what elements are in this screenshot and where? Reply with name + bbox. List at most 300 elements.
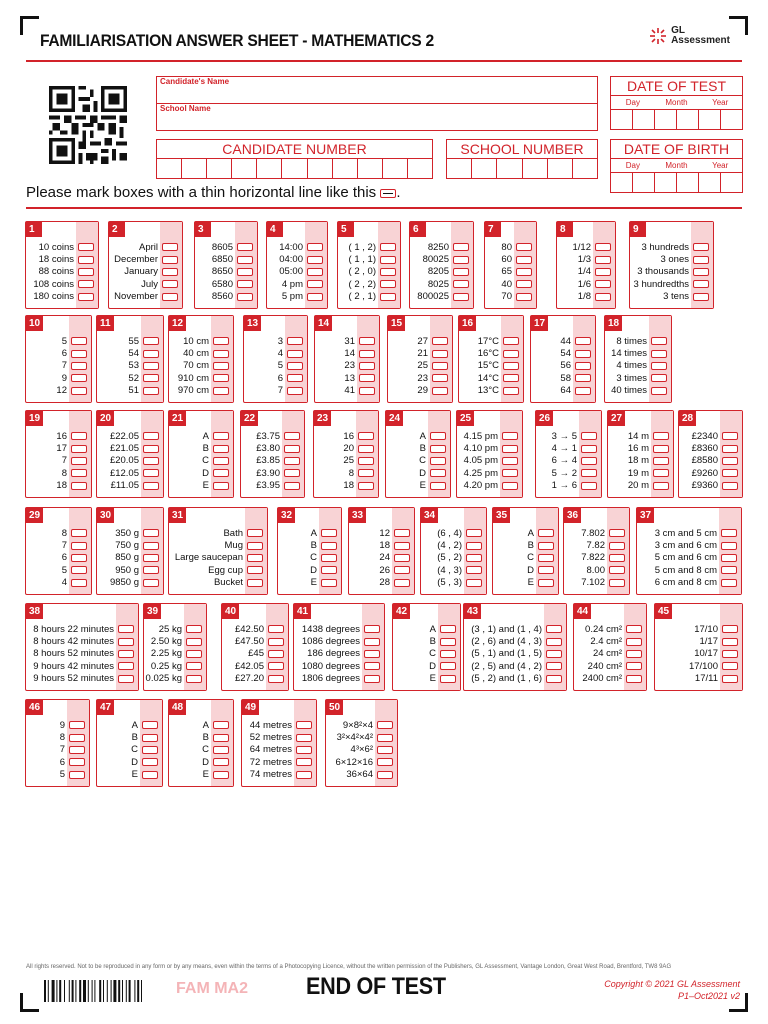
answer-checkbox[interactable] [653, 445, 669, 453]
logo-text-gl: GL [671, 25, 685, 36]
answer-checkbox[interactable] [516, 293, 532, 301]
answer-checkbox[interactable] [377, 771, 393, 779]
answer-checkbox[interactable] [143, 566, 159, 574]
answer-checkbox[interactable] [546, 662, 562, 670]
answer-checkbox[interactable] [595, 256, 611, 264]
answer-checkbox[interactable] [453, 243, 469, 251]
answer-checkbox[interactable] [71, 457, 87, 465]
answer-checkbox[interactable] [503, 387, 519, 395]
answer-checkbox[interactable] [653, 432, 669, 440]
answer-checkbox[interactable] [143, 457, 159, 465]
answer-checkbox[interactable] [722, 445, 738, 453]
answer-checkbox[interactable] [364, 625, 380, 633]
answer-checkbox[interactable] [237, 268, 253, 276]
answer-checkbox[interactable] [440, 650, 456, 658]
answer-checkbox[interactable] [307, 256, 323, 264]
answer-checkbox[interactable] [722, 482, 738, 490]
answer-checkbox[interactable] [296, 734, 312, 742]
answer-checkbox[interactable] [237, 293, 253, 301]
digit-cell[interactable] [232, 159, 257, 178]
answer-checkbox[interactable] [626, 662, 642, 670]
answer-checkbox[interactable] [722, 469, 738, 477]
answer-checkbox[interactable] [516, 268, 532, 276]
answer-checkbox[interactable] [609, 529, 625, 537]
answer-checkbox[interactable] [307, 268, 323, 276]
answer-checkbox[interactable] [78, 280, 94, 288]
digit-cell[interactable] [182, 159, 207, 178]
answer-checkbox[interactable] [287, 337, 303, 345]
answer-checkbox[interactable] [546, 650, 562, 658]
answer-checkbox[interactable] [453, 293, 469, 301]
answer-checkbox[interactable] [546, 638, 562, 646]
answer-checkbox[interactable] [213, 457, 229, 465]
answer-checkbox[interactable] [466, 542, 482, 550]
date-cell[interactable] [721, 110, 742, 129]
answer-checkbox[interactable] [693, 293, 709, 301]
answer-checkbox[interactable] [377, 746, 393, 754]
digit-cell[interactable] [573, 159, 597, 178]
answer-checkbox[interactable] [69, 734, 85, 742]
digit-cell[interactable] [257, 159, 282, 178]
answer-checkbox[interactable] [143, 337, 159, 345]
digit-cell[interactable] [523, 159, 548, 178]
answer-checkbox[interactable] [143, 432, 159, 440]
answer-checkbox[interactable] [364, 638, 380, 646]
answer-checkbox[interactable] [502, 469, 518, 477]
option-label: 55 [128, 335, 139, 347]
answer-checkbox[interactable] [359, 387, 375, 395]
answer-checkbox[interactable] [516, 243, 532, 251]
answer-option [632, 266, 713, 278]
answer-checkbox[interactable] [466, 566, 482, 574]
answer-checkbox[interactable] [722, 432, 738, 440]
answer-checkbox[interactable] [430, 445, 446, 453]
answer-checkbox[interactable] [503, 350, 519, 358]
answer-checkbox[interactable] [693, 280, 709, 288]
answer-checkbox[interactable] [143, 554, 159, 562]
digit-cell[interactable] [548, 159, 573, 178]
answer-checkbox[interactable] [213, 758, 229, 766]
answer-checkbox[interactable] [453, 280, 469, 288]
answer-checkbox[interactable] [143, 362, 159, 370]
answer-checkbox[interactable] [546, 625, 562, 633]
answer-checkbox[interactable] [268, 650, 284, 658]
answer-checkbox[interactable] [213, 337, 229, 345]
answer-checkbox[interactable] [693, 243, 709, 251]
answer-checkbox[interactable] [247, 579, 263, 587]
answer-checkbox[interactable] [626, 625, 642, 633]
answer-checkbox[interactable] [394, 554, 410, 562]
answer-checkbox[interactable] [296, 771, 312, 779]
answer-checkbox[interactable] [186, 662, 202, 670]
answer-checkbox[interactable] [321, 554, 337, 562]
answer-checkbox[interactable] [237, 280, 253, 288]
answer-checkbox[interactable] [722, 650, 738, 658]
answer-checkbox[interactable] [162, 256, 178, 264]
answer-checkbox[interactable] [653, 482, 669, 490]
digit-cell[interactable] [207, 159, 232, 178]
answer-checkbox[interactable] [69, 758, 85, 766]
answer-checkbox[interactable] [142, 746, 158, 754]
digit-cell[interactable] [497, 159, 522, 178]
answer-checkbox[interactable] [287, 387, 303, 395]
answer-checkbox[interactable] [296, 721, 312, 729]
answer-checkbox[interactable] [307, 280, 323, 288]
question-number: 50 [326, 700, 343, 715]
option-label: 80025 [422, 254, 449, 266]
answer-checkbox[interactable] [721, 579, 737, 587]
answer-checkbox[interactable] [538, 566, 554, 574]
answer-checkbox[interactable] [721, 566, 737, 574]
answer-checkbox[interactable] [722, 625, 738, 633]
answer-checkbox[interactable] [466, 579, 482, 587]
answer-checkbox[interactable] [575, 387, 591, 395]
answer-checkbox[interactable] [71, 350, 87, 358]
answer-checkbox[interactable] [595, 268, 611, 276]
digit-cell[interactable] [333, 159, 358, 178]
question-number: 48 [169, 700, 186, 715]
digit-cell[interactable] [358, 159, 383, 178]
answer-checkbox[interactable] [430, 482, 446, 490]
barcode-bar [134, 980, 135, 1002]
answer-checkbox[interactable] [296, 758, 312, 766]
answer-checkbox[interactable] [358, 482, 374, 490]
answer-checkbox[interactable] [237, 243, 253, 251]
answer-checkbox[interactable] [502, 457, 518, 465]
answer-checkbox[interactable] [284, 432, 300, 440]
answer-checkbox[interactable] [609, 566, 625, 574]
answer-checkbox[interactable] [143, 387, 159, 395]
answer-checkbox[interactable] [69, 746, 85, 754]
answer-checkbox[interactable] [364, 675, 380, 683]
answer-checkbox[interactable] [71, 554, 87, 562]
answer-checkbox[interactable] [440, 625, 456, 633]
answer-checkbox[interactable] [143, 529, 159, 537]
answer-checkbox[interactable] [432, 362, 448, 370]
answer-checkbox[interactable] [575, 350, 591, 358]
answer-checkbox[interactable] [609, 542, 625, 550]
answer-checkbox[interactable] [287, 362, 303, 370]
answer-checkbox[interactable] [213, 771, 229, 779]
answer-checkbox[interactable] [71, 445, 87, 453]
answer-checkbox[interactable] [581, 432, 597, 440]
answer-checkbox[interactable] [71, 387, 87, 395]
answer-checkbox[interactable] [213, 734, 229, 742]
answer-checkbox[interactable] [213, 350, 229, 358]
answer-checkbox[interactable] [503, 362, 519, 370]
answer-checkbox[interactable] [651, 350, 667, 358]
digit-cell[interactable] [157, 159, 182, 178]
answer-checkbox[interactable] [430, 457, 446, 465]
answer-checkbox[interactable] [162, 268, 178, 276]
option-label: C [429, 648, 436, 660]
answer-checkbox[interactable] [186, 675, 202, 683]
answer-checkbox[interactable] [78, 256, 94, 264]
answer-checkbox[interactable] [71, 432, 87, 440]
answer-checkbox[interactable] [502, 482, 518, 490]
option-label: 3 cm and 5 cm [654, 527, 717, 539]
answer-checkbox[interactable] [143, 482, 159, 490]
answer-checkbox[interactable] [394, 566, 410, 574]
answer-checkbox[interactable] [118, 662, 134, 670]
answer-checkbox[interactable] [432, 350, 448, 358]
answer-checkbox[interactable] [143, 445, 159, 453]
digit-cell[interactable] [383, 159, 408, 178]
answer-checkbox[interactable] [538, 529, 554, 537]
answer-checkbox[interactable] [358, 445, 374, 453]
answer-checkbox[interactable] [237, 256, 253, 264]
answer-checkbox[interactable] [380, 293, 396, 301]
answer-checkbox[interactable] [213, 374, 229, 382]
answer-checkbox[interactable] [394, 579, 410, 587]
answer-checkbox[interactable] [538, 579, 554, 587]
answer-checkbox[interactable] [721, 542, 737, 550]
answer-checkbox[interactable] [78, 293, 94, 301]
answer-checkbox[interactable] [71, 482, 87, 490]
answer-checkbox[interactable] [213, 387, 229, 395]
answer-checkbox[interactable] [118, 675, 134, 683]
answer-checkbox[interactable] [575, 374, 591, 382]
answer-checkbox[interactable] [142, 721, 158, 729]
date-cell[interactable] [655, 173, 677, 192]
answer-checkbox[interactable] [651, 374, 667, 382]
answer-checkbox[interactable] [359, 337, 375, 345]
answer-checkbox[interactable] [284, 445, 300, 453]
option-label: 25 [417, 360, 428, 372]
answer-checkbox[interactable] [321, 579, 337, 587]
answer-checkbox[interactable] [721, 529, 737, 537]
date-cell[interactable] [655, 110, 677, 129]
date-cell[interactable] [677, 110, 699, 129]
answer-checkbox[interactable] [213, 482, 229, 490]
answer-checkbox[interactable] [321, 566, 337, 574]
answer-checkbox[interactable] [516, 280, 532, 288]
answer-checkbox[interactable] [626, 638, 642, 646]
date-cell[interactable] [611, 173, 633, 192]
answer-checkbox[interactable] [268, 662, 284, 670]
answer-checkbox[interactable] [296, 746, 312, 754]
digit-cell[interactable] [447, 159, 472, 178]
option-label: 5 [59, 769, 65, 781]
answer-checkbox[interactable] [466, 529, 482, 537]
digit-cell[interactable] [472, 159, 497, 178]
answer-checkbox[interactable] [142, 758, 158, 766]
answer-checkbox[interactable] [595, 243, 611, 251]
answer-checkbox[interactable] [284, 482, 300, 490]
question-number: 40 [222, 604, 239, 619]
answer-checkbox[interactable] [71, 362, 87, 370]
date-cell[interactable] [699, 110, 721, 129]
answer-checkbox[interactable] [247, 542, 263, 550]
answer-checkbox[interactable] [186, 650, 202, 658]
answer-checkbox[interactable] [626, 650, 642, 658]
answer-checkbox[interactable] [581, 482, 597, 490]
answer-checkbox[interactable] [284, 457, 300, 465]
answer-checkbox[interactable] [377, 734, 393, 742]
answer-checkbox[interactable] [143, 542, 159, 550]
answer-checkbox[interactable] [502, 432, 518, 440]
answer-checkbox[interactable] [71, 337, 87, 345]
answer-checkbox[interactable] [721, 554, 737, 562]
answer-checkbox[interactable] [546, 675, 562, 683]
answer-checkbox[interactable] [118, 638, 134, 646]
answer-checkbox[interactable] [359, 362, 375, 370]
date-cell[interactable] [721, 173, 742, 192]
answer-checkbox[interactable] [71, 374, 87, 382]
answer-checkbox[interactable] [142, 734, 158, 742]
answer-checkbox[interactable] [358, 432, 374, 440]
answer-checkbox[interactable] [432, 387, 448, 395]
date-cell[interactable] [677, 173, 699, 192]
answer-checkbox[interactable] [432, 374, 448, 382]
answer-checkbox[interactable] [71, 566, 87, 574]
answer-checkbox[interactable] [143, 579, 159, 587]
digit-cell[interactable] [282, 159, 307, 178]
answer-checkbox[interactable] [143, 469, 159, 477]
date-cell[interactable] [633, 110, 655, 129]
answer-checkbox[interactable] [581, 457, 597, 465]
answer-checkbox[interactable] [213, 469, 229, 477]
answer-checkbox[interactable] [162, 293, 178, 301]
answer-checkbox[interactable] [268, 638, 284, 646]
answer-checkbox[interactable] [722, 662, 738, 670]
option-label: 17 [56, 443, 67, 455]
answer-checkbox[interactable] [143, 350, 159, 358]
answer-checkbox[interactable] [307, 293, 323, 301]
answer-checkbox[interactable] [213, 432, 229, 440]
answer-checkbox[interactable] [609, 554, 625, 562]
answer-checkbox[interactable] [359, 350, 375, 358]
answer-checkbox[interactable] [213, 746, 229, 754]
answer-checkbox[interactable] [213, 721, 229, 729]
option-label: 10 cm [183, 335, 209, 347]
answer-checkbox[interactable] [581, 469, 597, 477]
answer-checkbox[interactable] [118, 625, 134, 633]
answer-checkbox[interactable] [359, 374, 375, 382]
answer-checkbox[interactable] [186, 638, 202, 646]
answer-checkbox[interactable] [162, 243, 178, 251]
answer-checkbox[interactable] [247, 554, 263, 562]
answer-checkbox[interactable] [78, 268, 94, 276]
answer-checkbox[interactable] [626, 675, 642, 683]
answer-option [296, 673, 384, 685]
answer-checkbox[interactable] [69, 771, 85, 779]
answer-checkbox[interactable] [364, 650, 380, 658]
answer-checkbox[interactable] [609, 579, 625, 587]
barcode-bar [69, 980, 70, 1002]
answer-checkbox[interactable] [377, 721, 393, 729]
answer-checkbox[interactable] [268, 625, 284, 633]
answer-checkbox[interactable] [440, 662, 456, 670]
answer-checkbox[interactable] [71, 579, 87, 587]
answer-checkbox[interactable] [307, 243, 323, 251]
answer-checkbox[interactable] [575, 337, 591, 345]
digit-cell[interactable] [308, 159, 333, 178]
answer-checkbox[interactable] [213, 362, 229, 370]
school-name-label: School Name [160, 104, 211, 113]
date-cell[interactable] [633, 173, 655, 192]
answer-checkbox[interactable] [394, 529, 410, 537]
answer-checkbox[interactable] [581, 445, 597, 453]
answer-checkbox[interactable] [440, 675, 456, 683]
answer-checkbox[interactable] [722, 675, 738, 683]
answer-checkbox[interactable] [651, 387, 667, 395]
answer-checkbox[interactable] [453, 268, 469, 276]
answer-checkbox[interactable] [380, 280, 396, 288]
answer-checkbox[interactable] [380, 243, 396, 251]
answer-checkbox[interactable] [430, 432, 446, 440]
answer-checkbox[interactable] [142, 771, 158, 779]
answer-checkbox[interactable] [430, 469, 446, 477]
answer-checkbox[interactable] [693, 268, 709, 276]
answer-checkbox[interactable] [162, 280, 178, 288]
answer-checkbox[interactable] [595, 293, 611, 301]
answer-checkbox[interactable] [71, 529, 87, 537]
answer-checkbox[interactable] [287, 350, 303, 358]
answer-checkbox[interactable] [71, 469, 87, 477]
answer-checkbox[interactable] [722, 457, 738, 465]
answer-checkbox[interactable] [516, 256, 532, 264]
date-of-birth-label: DATE OF BIRTH [611, 140, 742, 159]
answer-checkbox[interactable] [595, 280, 611, 288]
answer-checkbox[interactable] [380, 268, 396, 276]
answer-checkbox[interactable] [538, 554, 554, 562]
answer-checkbox[interactable] [247, 529, 263, 537]
answer-checkbox[interactable] [377, 758, 393, 766]
date-cell[interactable] [699, 173, 721, 192]
answer-checkbox[interactable] [653, 457, 669, 465]
answer-checkbox[interactable] [69, 721, 85, 729]
answer-option [171, 455, 233, 467]
answer-checkbox[interactable] [287, 374, 303, 382]
answer-checkbox[interactable] [575, 362, 591, 370]
answer-checkbox[interactable] [693, 256, 709, 264]
answer-checkbox[interactable] [268, 675, 284, 683]
date-cell[interactable] [611, 110, 633, 129]
answer-checkbox[interactable] [503, 374, 519, 382]
answer-checkbox[interactable] [247, 566, 263, 574]
answer-checkbox[interactable] [651, 362, 667, 370]
answer-checkbox[interactable] [358, 469, 374, 477]
answer-checkbox[interactable] [453, 256, 469, 264]
answer-checkbox[interactable] [503, 337, 519, 345]
answer-checkbox[interactable] [284, 469, 300, 477]
answer-checkbox[interactable] [380, 256, 396, 264]
answer-checkbox[interactable] [440, 638, 456, 646]
answer-checkbox[interactable] [394, 542, 410, 550]
answer-checkbox[interactable] [78, 243, 94, 251]
answer-checkbox[interactable] [466, 554, 482, 562]
answer-checkbox[interactable] [538, 542, 554, 550]
digit-cell[interactable] [408, 159, 432, 178]
answer-checkbox[interactable] [71, 542, 87, 550]
answer-checkbox[interactable] [358, 457, 374, 465]
answer-checkbox[interactable] [722, 638, 738, 646]
answer-checkbox[interactable] [321, 529, 337, 537]
answer-checkbox[interactable] [186, 625, 202, 633]
answer-checkbox[interactable] [653, 469, 669, 477]
answer-checkbox[interactable] [118, 650, 134, 658]
option-label: 6580 [211, 278, 233, 290]
answer-checkbox[interactable] [651, 337, 667, 345]
answer-checkbox[interactable] [502, 445, 518, 453]
school-name-field[interactable] [156, 103, 598, 131]
answer-checkbox[interactable] [321, 542, 337, 550]
answer-checkbox[interactable] [364, 662, 380, 670]
answer-checkbox[interactable] [432, 337, 448, 345]
answer-checkbox[interactable] [143, 374, 159, 382]
answer-checkbox[interactable] [213, 445, 229, 453]
